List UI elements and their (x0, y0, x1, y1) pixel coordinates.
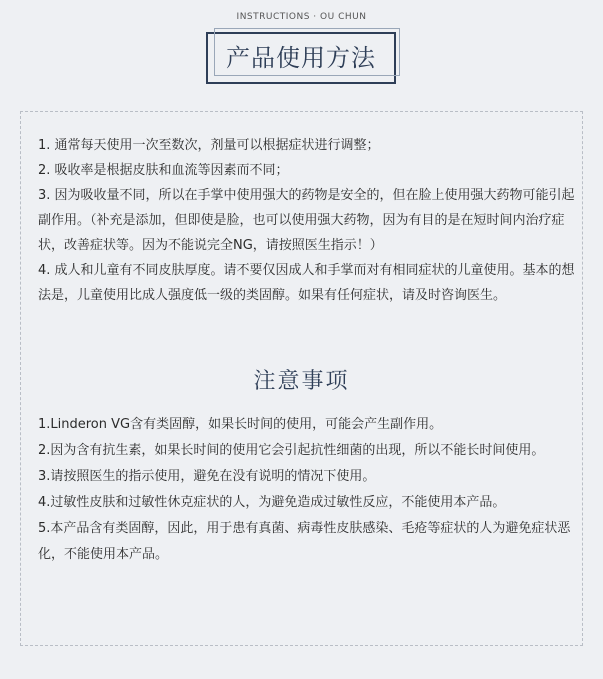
note-item-3: 3.请按照医生的指示使用，避免在没有说明的情况下使用。 (38, 469, 376, 484)
usage-item-1: 1. 通常每天使用一次至数次，剂量可以根据症状进行调整； (38, 138, 380, 153)
usage-item-4: 4. 成人和儿童有不同皮肤厚度。请不要仅因成人和手掌而对有相同症状的儿童使用。基本的想法是，儿童使用比成人强度低一级的类固醇。如果有任何症状，请及时咨询医生。 (38, 263, 575, 303)
note-item-5: 5.本产品含有类固醇，因此，用于患有真菌、病毒性皮肤感染、毛疮等症状的人为避免症状恶化，不能使用本产品。 (38, 521, 571, 562)
title-box (206, 32, 396, 84)
page-title: 产品使用方法 (226, 44, 376, 72)
note-item-4: 4.过敏性皮肤和过敏性休克症状的人，为避免造成过敏性反应，不能使用本产品。 (38, 495, 506, 510)
note-item-1: 1.Linderon VG含有类固醇，如果长时间的使用，可能会产生副作用。 (38, 417, 443, 432)
notes-list (38, 412, 578, 568)
notes-title: 注意事项 (253, 369, 350, 394)
header-subtitle: INSTRUCTIONS · OU CHUN (236, 12, 367, 22)
note-item-2: 2.因为含有抗生素，如果长时间的使用它会引起抗性细菌的出现，所以不能长时间使用。 (38, 443, 545, 458)
usage-list (38, 133, 578, 308)
usage-item-2: 2. 吸收率是根据皮肤和血流等因素而不同； (38, 163, 289, 178)
usage-item-3: 3. 因为吸收量不同，所以在手掌中使用强大的药物是安全的，但在脸上使用强大药物可能引起副作用。（补充是添加，但即使是脸，也可以使用强大药物，因为有目的是在短时间内治疗症状，改善症状等。因为不能说完全NG，请按照医生指示！） (38, 188, 575, 253)
